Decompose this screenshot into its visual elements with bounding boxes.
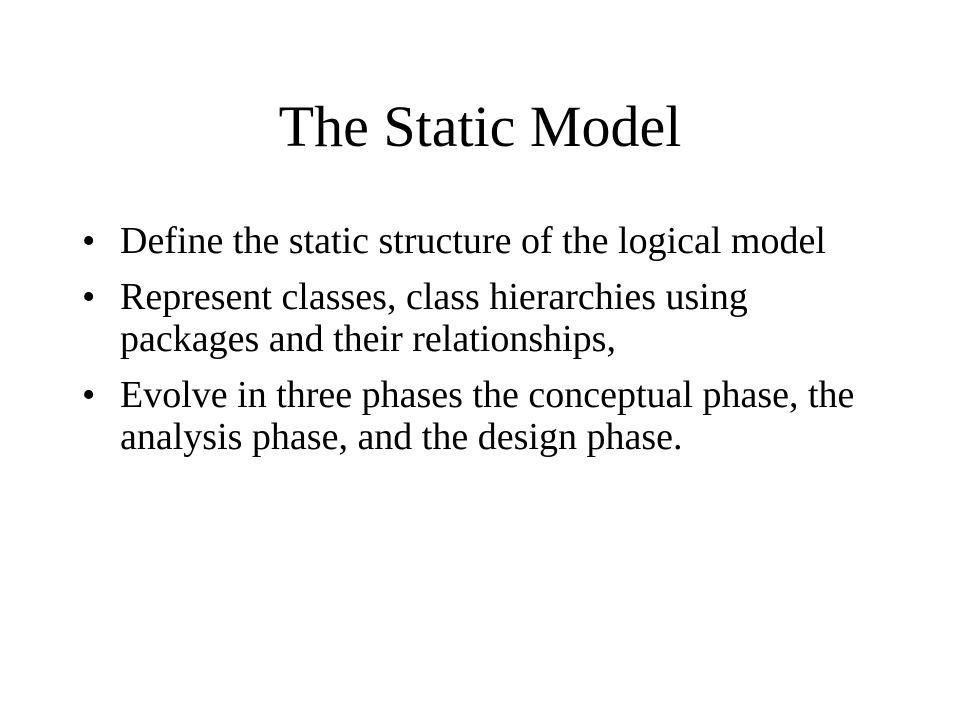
bullet-text: Evolve in three phases the conceptual phase, the analysis phase, and the design phase.: [120, 374, 855, 458]
bullet-text: Define the static structure of the logical model: [120, 220, 826, 262]
bullet-item: [80, 276, 860, 360]
bullet-icon: •: [82, 276, 96, 318]
bullet-list: [80, 220, 860, 472]
bullet-item: [80, 220, 860, 262]
bullet-icon: •: [82, 220, 96, 262]
bullet-item: [80, 374, 860, 458]
bullet-icon: •: [82, 374, 96, 416]
bullet-text: Represent classes, class hierarchies using packages and their relationships,: [120, 276, 748, 360]
slide-title: The Static Model: [278, 94, 682, 159]
